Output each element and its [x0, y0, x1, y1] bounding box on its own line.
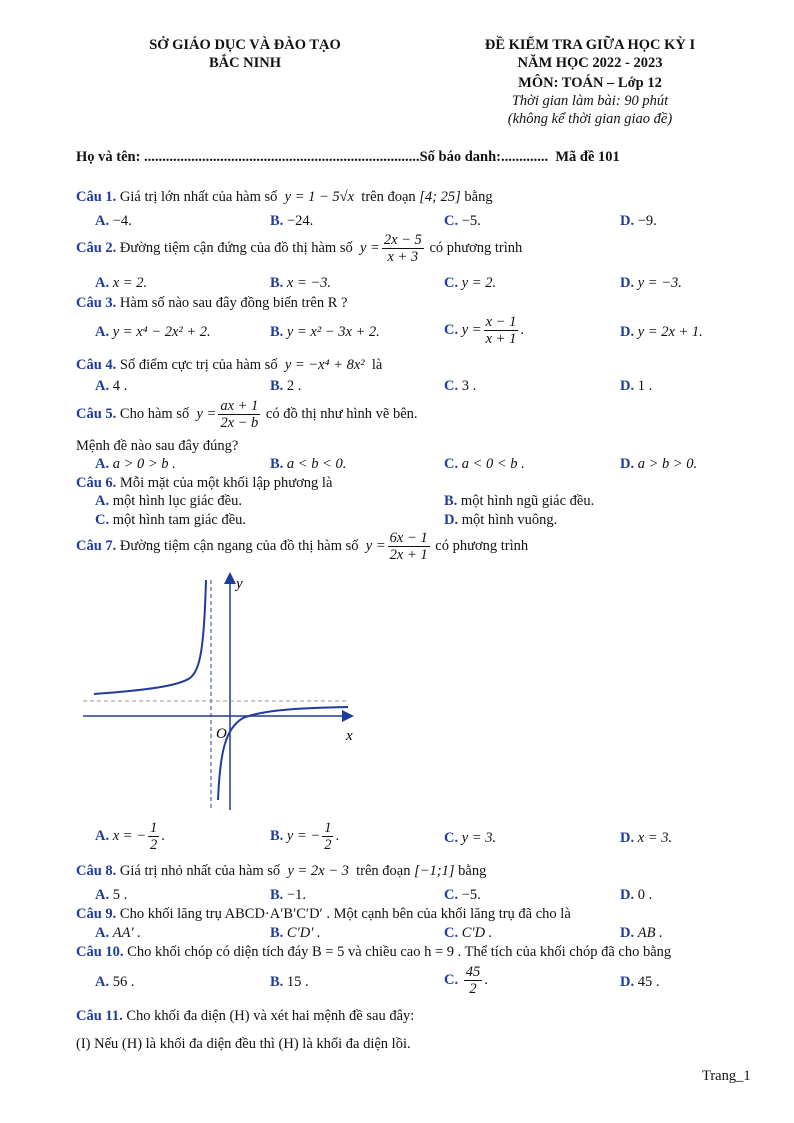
q6-option-c[interactable]: C. một hình tam giác đều. — [95, 512, 247, 528]
question-5: Câu 5. Cho hàm số y = $\frac{ax + 1}{2x - b}$ có đồ thị như hình vẽ bên. — [76, 398, 418, 431]
question-3: Câu 3. Hàm số nào sau đây đồng biến trên R ? — [76, 295, 348, 311]
q11-statement-1: (I) Nếu (H) là khối đa diện đều thì (H) là khối đa diện lồi. — [76, 1036, 411, 1052]
q4-option-d[interactable]: D. 1 . — [620, 378, 653, 394]
duration: Thời gian làm bài: 90 phút — [511, 93, 669, 109]
q1-option-c[interactable]: C. −5. — [444, 213, 481, 229]
q6-option-d[interactable]: D. một hình vuông. — [444, 512, 558, 528]
q5-option-a[interactable]: A. a > 0 > b . — [95, 456, 176, 472]
q5-option-b[interactable]: B. a < b < 0. — [270, 456, 347, 472]
q9-option-d[interactable]: D. AB . — [620, 925, 663, 941]
q7-option-b[interactable]: B. y = − $\frac{1}{2}$ . — [270, 820, 340, 853]
school-year: NĂM HỌC 2022 - 2023 — [517, 55, 663, 71]
y-axis-label: y — [236, 576, 243, 592]
q10-option-a[interactable]: A. 56 . — [95, 974, 135, 990]
student-name-field: Họ và tên: ............................................................................Số báo danh:............. Mã đề 101 — [76, 149, 620, 165]
x-axis-label: x — [346, 728, 353, 744]
q5-option-c[interactable]: C. a < 0 < b . — [444, 456, 525, 472]
q1-option-d[interactable]: D. −9. — [620, 213, 657, 229]
question-1: Câu 1. Giá trị lớn nhất của hàm số y = 1 − 5√x trên đoạn [4; 25] bằng — [76, 189, 493, 205]
student-id-field: Số báo danh:............. — [419, 149, 549, 165]
question-6: Câu 6. Mỗi mặt của một khối lập phương là — [76, 475, 333, 491]
q8-option-a[interactable]: A. 5 . — [95, 887, 128, 903]
graph-left-branch — [94, 580, 206, 694]
q4-option-c[interactable]: C. 3 . — [444, 378, 477, 394]
dept-name: SỞ GIÁO DỤC VÀ ĐÀO TẠO — [149, 37, 341, 53]
q1-option-b[interactable]: B. −24. — [270, 213, 314, 229]
q3-option-a[interactable]: A. y = x⁴ − 2x² + 2. — [95, 324, 211, 340]
page-number: Trang_1 — [702, 1068, 751, 1084]
q8-option-d[interactable]: D. 0 . — [620, 887, 653, 903]
q2-option-a[interactable]: A. x = 2. — [95, 275, 148, 291]
q8-option-c[interactable]: C. −5. — [444, 887, 481, 903]
q1-formula: y = 1 − 5√x — [284, 189, 355, 205]
exam-code: Mã đề 101 — [555, 149, 620, 165]
q9-option-c[interactable]: C. C′D . — [444, 925, 493, 941]
question-8: Câu 8. Giá trị nhỏ nhất của hàm số y = 2x − 3 trên đoạn [−1;1] bằng — [76, 863, 487, 879]
q3-option-d[interactable]: D. y = 2x + 1. — [620, 324, 703, 340]
question-11: Câu 11. Cho khối đa diện (H) và xét hai mệnh đề sau đây: — [76, 1008, 415, 1024]
question-10: Câu 10. Cho khối chóp có diện tích đáy B = 5 và chiều cao h = 9 . Thể tích của khối chóp đã cho bằng — [76, 944, 672, 960]
q10-option-b[interactable]: B. 15 . — [270, 974, 309, 990]
duration-note: (không kể thời gian giao đề) — [507, 111, 673, 127]
q10-option-d[interactable]: D. 45 . — [620, 974, 660, 990]
origin-label: O — [216, 726, 227, 742]
question-4: Câu 4. Số điểm cực trị của hàm số y = −x⁴ + 8x² là — [76, 357, 383, 373]
province-name: BẮC NINH — [208, 55, 282, 71]
q9-option-a[interactable]: A. AA′ . — [95, 925, 141, 941]
q7-option-a[interactable]: A. x = − $\frac{1}{2}$ . — [95, 820, 165, 853]
q3-option-b[interactable]: B. y = x² − 3x + 2. — [270, 324, 380, 340]
q2-option-d[interactable]: D. y = −3. — [620, 275, 682, 291]
q2-fraction: $\frac{2x - 5}{x + 3}$ — [383, 232, 422, 265]
q7-option-d[interactable]: D. x = 3. — [620, 830, 673, 846]
q2-option-c[interactable]: C. y = 2. — [444, 275, 497, 291]
q5-option-d[interactable]: D. a > b > 0. — [620, 456, 698, 472]
q6-option-b[interactable]: B. một hình ngũ giác đều. — [444, 493, 595, 509]
graph-right-branch — [218, 707, 348, 800]
q8-option-b[interactable]: B. −1. — [270, 887, 306, 903]
question-9: Câu 9. Cho khối lăng trụ ABCD·A′B′C′D′ . Một cạnh bên của khối lăng trụ đã cho là — [76, 906, 571, 922]
q9-option-b[interactable]: B. C′D′ . — [270, 925, 321, 941]
q3-option-c[interactable]: C. y = $\frac{x - 1}{x + 1}$ . — [444, 314, 524, 347]
exam-title: ĐỀ KIỂM TRA GIỮA HỌC KỲ I — [484, 37, 696, 53]
q5-function-graph — [78, 570, 368, 820]
q5-fraction: $\frac{ax + 1}{2x - b}$ — [220, 398, 259, 431]
q1-option-a[interactable]: A. −4. — [95, 213, 132, 229]
question-2: Câu 2. Đường tiệm cận đứng của đồ thị hàm số y = $\frac{2x - 5}{x + 3}$ có phương trình — [76, 232, 523, 265]
q4-option-a[interactable]: A. 4 . — [95, 378, 128, 394]
q6-option-a[interactable]: A. một hình lục giác đều. — [95, 493, 242, 509]
subject: MÔN: TOÁN – Lớp 12 — [518, 75, 662, 91]
q4-option-b[interactable]: B. 2 . — [270, 378, 302, 394]
q7-fraction: $\frac{6x - 1}{2x + 1}$ — [389, 530, 428, 563]
question-7: Câu 7. Đường tiệm cận ngang của đồ thị hàm số y = $\frac{6x - 1}{2x + 1}$ có phương trình — [76, 530, 529, 563]
q5-prompt: Mệnh đề nào sau đây đúng? — [76, 438, 239, 454]
q2-option-b[interactable]: B. x = −3. — [270, 275, 332, 291]
q7-option-c[interactable]: C. y = 3. — [444, 830, 497, 846]
q10-option-c[interactable]: C. $\frac{45}{2}$ . — [444, 964, 488, 997]
